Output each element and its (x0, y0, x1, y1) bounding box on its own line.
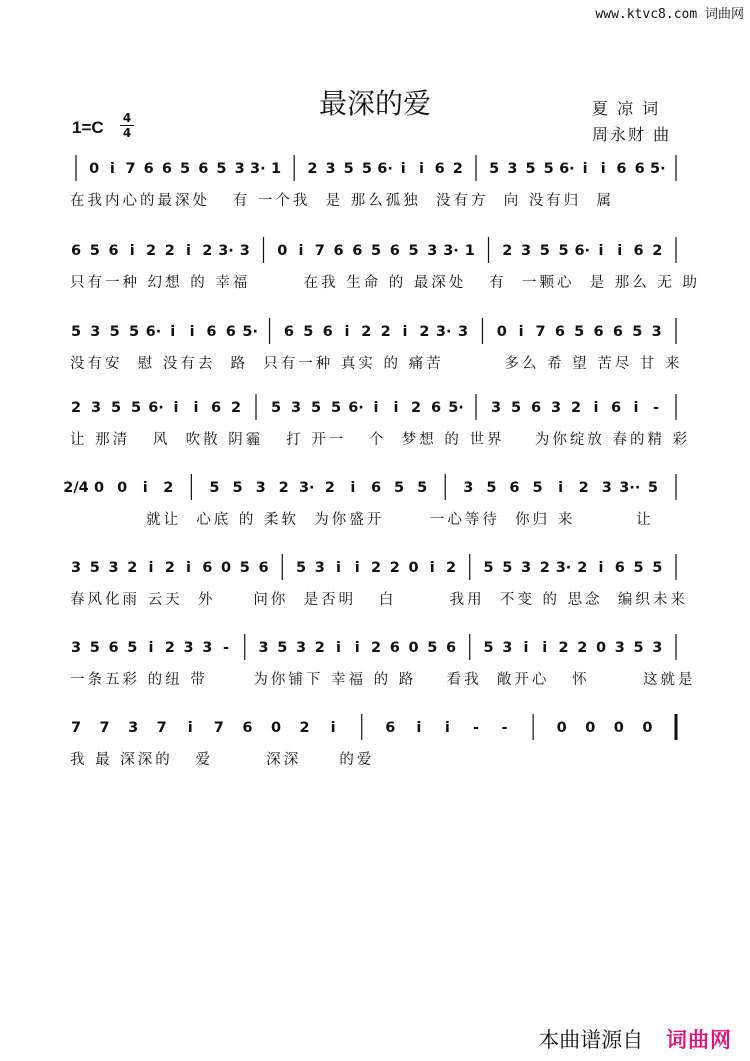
note: 6 (70, 243, 82, 259)
note: 5 (270, 400, 282, 416)
note: 3 (520, 560, 532, 576)
note: 5 (408, 243, 419, 259)
note: 2 (164, 640, 175, 656)
note: 2 (502, 243, 513, 259)
note: 6 (389, 640, 400, 656)
note: 3 (463, 480, 474, 496)
note: 6 (633, 243, 644, 259)
note: 5 (180, 161, 191, 177)
note: 5 (417, 480, 428, 496)
note: 0 (613, 720, 624, 736)
note: i (354, 560, 360, 576)
note: 6 (143, 161, 154, 177)
time-bottom: 4 (122, 126, 132, 140)
note-row (70, 552, 682, 582)
note: 6 (210, 400, 222, 416)
note: 2 (370, 640, 382, 656)
note: 7 (314, 243, 325, 259)
note: i (593, 400, 599, 416)
note: 3 (601, 480, 612, 496)
note: 6 (283, 324, 294, 340)
note-row (70, 316, 682, 346)
note: 3· (555, 560, 572, 576)
footer (538, 1024, 732, 1054)
note: 5 (652, 560, 663, 576)
footer-brand[interactable]: 词曲网 (666, 1028, 732, 1052)
note: 6 (530, 400, 542, 416)
note: 2 (389, 560, 400, 576)
note: i (523, 640, 529, 656)
lyrics-row: 就让 心底 的 柔软 为你盛开 一心等待 你归 来 让 (70, 512, 654, 528)
note: 2 (314, 640, 325, 656)
note: 3· (218, 243, 234, 259)
note: i (429, 560, 435, 576)
note: 5 (127, 640, 138, 656)
note: 5 (295, 560, 307, 576)
note: 5 (489, 161, 500, 177)
note: 3 (490, 400, 502, 416)
song-title: 最深的爱 (318, 87, 431, 120)
note: 5 (109, 324, 120, 340)
staff-system (70, 316, 682, 378)
note: 7 (70, 720, 82, 736)
staff-system (70, 235, 701, 297)
note: 2 (445, 560, 457, 576)
note: 3 (234, 161, 245, 177)
note: 3 (255, 480, 266, 496)
lyrics-row: 没有安 慰 没有去 路 只有一种 真实 的 痛苦 多么 希 望 苦尽 甘 来 (70, 356, 683, 372)
note: 0 (642, 720, 653, 736)
note: 5 (483, 640, 494, 656)
note-row (70, 153, 682, 183)
note: i (189, 324, 195, 340)
lyrics-row: 在我内心的最深处 有 一个我 是 那么孤独 没有方 向 没有归 属 (70, 193, 615, 209)
note: 3 (325, 161, 336, 177)
note: i (416, 720, 422, 736)
note: 5 (70, 324, 82, 340)
note: 0 (408, 640, 419, 656)
staff-system (70, 712, 682, 774)
note: 2 (70, 400, 82, 416)
note: 5 (574, 324, 585, 340)
note: 3 (520, 243, 532, 259)
note: i (354, 640, 360, 656)
note-row (70, 235, 682, 265)
note: 0 (270, 720, 282, 736)
note: i (336, 560, 341, 576)
note: 6 (445, 640, 457, 656)
note: 6 (225, 324, 236, 340)
note: 5 (209, 480, 220, 496)
note: 3 (502, 640, 513, 656)
notation-svg (70, 552, 682, 582)
note: 3· (435, 324, 452, 340)
note: i (170, 324, 176, 340)
note: 6 (634, 161, 645, 177)
note: 0 (220, 560, 232, 576)
note: 7 (213, 720, 224, 736)
note: 5 (558, 243, 569, 259)
note: 5 (394, 480, 405, 496)
note: i (558, 480, 564, 496)
note: 2 (307, 161, 318, 177)
note: 0 (496, 324, 507, 340)
note: 2 (230, 400, 242, 416)
note: i (187, 720, 193, 736)
note: 6· (559, 161, 575, 177)
notation-svg (70, 153, 682, 183)
note: 5 (89, 560, 100, 576)
note: 1 (464, 243, 475, 259)
note: 2 (577, 640, 588, 656)
note: 5 (303, 324, 314, 340)
note: i (148, 640, 154, 656)
note: i (600, 161, 606, 177)
note: 7 (125, 161, 136, 177)
note: i (350, 480, 356, 496)
note-row (70, 632, 682, 662)
note: 2 (145, 243, 157, 259)
note: 3 (314, 560, 325, 576)
notation-svg (63, 472, 682, 502)
note: 3 (458, 324, 469, 340)
note: 2 (380, 324, 391, 340)
note: 6 (554, 324, 565, 340)
note: i (633, 400, 639, 416)
note: 0 (585, 720, 596, 736)
note: 3·· (619, 480, 641, 496)
note: 2 (452, 161, 463, 177)
note: 7 (99, 720, 110, 736)
note: 2 (278, 480, 289, 496)
note: 3 (507, 161, 518, 177)
key-signature: 1=C (72, 118, 104, 137)
note: i (186, 243, 191, 259)
note-row (63, 472, 682, 502)
note: 5 (633, 560, 644, 576)
note: 2 (361, 324, 372, 340)
notation-svg (70, 235, 682, 265)
note: i (582, 161, 588, 177)
note: 5 (239, 560, 250, 576)
note: 6 (434, 161, 445, 177)
note: 6 (333, 243, 344, 259)
note: i (598, 560, 604, 576)
note: 5 (539, 243, 550, 259)
note: 5· (650, 161, 666, 177)
note: 5 (330, 400, 342, 416)
note: 6 (610, 400, 622, 416)
lyrics-row: 我 最 深深的 爱 深深 的爱 (70, 752, 375, 768)
note: i (148, 560, 154, 576)
note: 5 (483, 560, 494, 576)
note: 7 (156, 720, 167, 736)
note-row (70, 392, 682, 422)
note: i (518, 324, 524, 340)
note: 3 (70, 640, 82, 656)
note: i (193, 400, 199, 416)
note: 3 (550, 400, 562, 416)
note: 0 (556, 720, 567, 736)
note: 5 (310, 400, 322, 416)
note: 2 (652, 243, 663, 259)
note: i (542, 640, 548, 656)
note: i (336, 640, 341, 656)
lyrics-row: 春风化雨 云天 外 问你 是否明 白 我用 不变 的 思念 编织未来 (70, 592, 688, 608)
note: 7 (535, 324, 546, 340)
note: 5 (647, 480, 658, 496)
note: 5· (448, 400, 464, 416)
note: 3 (70, 560, 82, 576)
note: 6· (377, 161, 393, 177)
note: i (444, 720, 450, 736)
note: 6 (509, 480, 520, 496)
note: 6 (202, 560, 213, 576)
note: 3· (298, 480, 315, 496)
note: 5 (510, 400, 522, 416)
note: 6 (242, 720, 253, 736)
note: 6 (593, 324, 604, 340)
note: 5 (532, 480, 543, 496)
note: 5 (343, 161, 354, 177)
note: 0 (277, 243, 288, 259)
note: 2 (299, 720, 310, 736)
note: i (373, 400, 379, 416)
note: 5 (277, 640, 288, 656)
note: 6· (145, 324, 162, 340)
note: 2 (202, 243, 213, 259)
note: - (652, 400, 660, 416)
lyricist: 夏 凉 词 (592, 99, 661, 118)
note: i (129, 243, 135, 259)
note: i (298, 243, 304, 259)
note: 6 (614, 560, 625, 576)
site-url[interactable]: www.ktvc8.com 词曲网 (595, 7, 744, 22)
note: 2 (410, 400, 422, 416)
note: 5· (242, 324, 258, 340)
note: 2 (419, 324, 430, 340)
note: 3 (239, 243, 250, 259)
note: i (330, 720, 336, 736)
note: 5 (543, 161, 554, 177)
note: 5 (370, 243, 382, 259)
note: - (501, 720, 508, 736)
note: 2 (370, 560, 382, 576)
notation-svg (70, 316, 682, 346)
note: 3· (443, 243, 459, 259)
note: 3 (90, 324, 101, 340)
note: 3 (128, 720, 139, 736)
time-top: 4 (122, 111, 132, 125)
note: 5 (525, 161, 536, 177)
note: 2 (558, 640, 569, 656)
staff-system (70, 632, 696, 694)
note: 3 (258, 640, 269, 656)
note-row (70, 712, 682, 742)
lyrics-row: 只有一种 幻想 的 幸福 在我 生命 的 最深处 有 一颗心 是 那么 无 助 (70, 275, 701, 291)
lyrics-row: 一条五彩 的纽 带 为你铺下 幸福 的 路 看我 敞开心 怀 这就是 (70, 672, 696, 688)
note: 6 (161, 161, 172, 177)
note: 6 (258, 560, 269, 576)
note: i (400, 161, 406, 177)
note: 5 (502, 560, 513, 576)
note: i (173, 400, 179, 416)
note: 6 (370, 480, 382, 496)
note: i (344, 324, 350, 340)
lyrics-row: 让 那清 风 吹散 阴霾 打 开一 个 梦想 的 世界 为你绽放 春的精 彩 (70, 432, 691, 448)
note: 5 (110, 400, 122, 416)
note: 2 (127, 560, 138, 576)
note: 5 (130, 400, 142, 416)
notation-svg (70, 712, 682, 742)
note: 0 (117, 480, 128, 496)
note: - (472, 720, 480, 736)
note: 3 (614, 640, 625, 656)
notation-svg (70, 632, 682, 662)
staff-system (70, 153, 682, 215)
note: 1 (270, 161, 282, 177)
note: 5 (89, 640, 100, 656)
note: i (186, 560, 191, 576)
notation-svg (70, 392, 682, 422)
note: 5 (632, 324, 643, 340)
note: 6· (348, 400, 364, 416)
note: 2 (577, 560, 588, 576)
note: - (222, 640, 230, 656)
note: 3 (90, 400, 102, 416)
note: 3 (290, 400, 302, 416)
note: 6 (198, 161, 209, 177)
note: 6 (389, 243, 400, 259)
note: 5 (129, 324, 140, 340)
note: i (617, 243, 623, 259)
note: 2 (570, 400, 582, 416)
note: 0 (408, 560, 419, 576)
note: 2 (324, 480, 335, 496)
note: 6 (616, 161, 627, 177)
staff-system (70, 392, 691, 454)
note: 5 (89, 243, 100, 259)
note: i (393, 400, 399, 416)
note: 6 (108, 640, 119, 656)
note: 3 (427, 243, 438, 259)
note: 2 (539, 560, 550, 576)
note: 6 (352, 243, 363, 259)
note: 2 (164, 243, 175, 259)
note: 5 (486, 480, 497, 496)
note: 3 (651, 324, 662, 340)
note: 3 (202, 640, 213, 656)
note: 3· (250, 161, 266, 177)
note: 6 (612, 324, 623, 340)
note: 6· (148, 400, 164, 416)
note: 0 (89, 161, 100, 177)
note: 6 (206, 324, 217, 340)
note: 3 (108, 560, 119, 576)
note: 5 (361, 161, 372, 177)
time-signature (120, 112, 134, 139)
note: 6 (430, 400, 442, 416)
note: 6 (322, 324, 333, 340)
note: 3 (652, 640, 663, 656)
note: 2/4 (63, 480, 89, 496)
credits (592, 96, 671, 148)
note: 2 (578, 480, 589, 496)
note: 3 (183, 640, 194, 656)
composer: 周永财 曲 (592, 125, 672, 144)
staff-system (63, 472, 682, 534)
note: i (142, 480, 148, 496)
note: 0 (94, 480, 105, 496)
note: 0 (595, 640, 607, 656)
footer-source: 本曲谱源自 (538, 1028, 644, 1052)
note: 5 (633, 640, 644, 656)
note: 6· (574, 243, 591, 259)
note: 6 (108, 243, 119, 259)
note: 3 (295, 640, 307, 656)
note: 2 (164, 560, 175, 576)
note: i (598, 243, 604, 259)
note: 5 (232, 480, 243, 496)
note: 5 (216, 161, 227, 177)
note: i (418, 161, 424, 177)
staff-system (70, 552, 688, 614)
note: 5 (427, 640, 438, 656)
note: 6 (385, 720, 396, 736)
note: 2 (163, 480, 174, 496)
note: i (109, 161, 115, 177)
note: i (402, 324, 408, 340)
